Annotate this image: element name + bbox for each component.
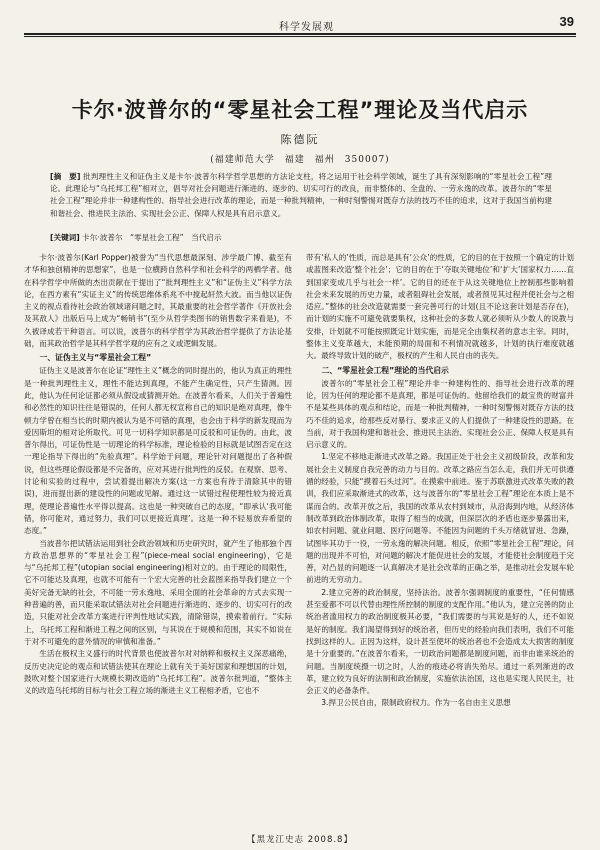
paragraph: 卡尔·波普尔(Karl Popper)被誉为“当代思想最深刻、涉学最广博、截至有才华和独创精神的思想家”，也是一位横跨自然科学和社会科学的两栖学者。他在科学哲学中所做的杰出贡献在于提出了“批判理性主义”和“证伪主义”科学方法论，在西方素有“实证主义”的传统思维体系兆不中搅起轩然大波。而当他以证伪主义的视点看待社会政治领域诸问题之时，其最重要的社会哲学著作《开放社会及其敌人》出版后马上成为“畅销书”(至少从哲学类图书的销售数字来看是)，不久被译成若干种语言。可以说，波普尔的科学哲学为其政治哲学提供了方法论基础，而其政治哲学是其科学哲学观的应有之义或逻辑发展。 (24, 253, 292, 349)
paragraph: 当波普尔把试错法运用到社会政治领域和历史研究时，就产生了他那独个西方政治思想界的“零星社会工程”(piece-meal social engineering)，它是与“乌托邦工程”(utopian social engineering)相对立的。由于理论的局限性，它不可能达及真理，也就不可能有一个宏大完善的社会蓝图来指导我们建立一个美好完备无缺的社会，不可能一劳永逸地、采用全面的社会革命的方式去实现一种普遍的善，而只能采取试错法对社会问题进行渐进的、逐步的、切实可行的改造，只能对社会改革方案进行评判性地试实践，清除错误，摸索着前行。“实际上，乌托邦工程和渐进工程之间的区别，与其说在于规模和范围，其实不如说在于对不可避免的意外情况的审慎和准备。” (24, 538, 292, 646)
section-title: 科学发展观 (279, 22, 334, 33)
article-title: 卡尔·波普尔的“零星社会工程”理论及当代启示 (71, 98, 529, 122)
paragraph: 波普尔的“零星社会工程”理论并非一种建构性的、指导社会进行改革的理论，因为任何的理论都不是真理，都是可证伪的。他留给我们的最宝贵的财富并不是某些具体的观点和结论，而是一种批判精神，一种时刻警惕对既存方法的技巧不佳的追求，给那些反对暴行、要求正义的人们提供了一种建设性的思路。在当前，对于我国构建和谐社会、推进民主法治、实现社会公正、保障人权是具有启示意义的。 (306, 378, 574, 450)
keywords (50, 232, 552, 243)
numbered-item: 2.建立完善的政治制度，坚持法治。波普尔强调制度的重要性，“任何情感甚至爱都不可以代替由理性所控制的制度的支配作用。”他认为，建立完善的防止统治者滥用权力的政治制度极其必要，“我们需要的与其说是好的人，还不如说是好的制度。我们渴望得到好的统治者，但历史的经验向我们表明，我们不可能找到这样的人。正因为这样，设计甚至使坏的统治者也不会造成太大损害的制度是十分重要的。”在波普尔看来，一切政治问题都是制度问题，而非由谁来统治的问题。当制度统摄一切之时，人治的痕迹必将消失殆尽。通过一系列渐进的改革，建立较为良好的法制和政治制度，实施依法治国，这也是实现人民民主，社会正义的必备条件。 (306, 587, 574, 696)
right-column (306, 252, 574, 710)
left-column (24, 252, 292, 697)
section-heading: 二、“零星社会工程”理论的当代启示 (321, 365, 449, 375)
journal-footer: 【黑龙江史志 2008.8】 (247, 835, 353, 845)
header-rule-thin (24, 36, 576, 37)
header-rule (24, 33, 576, 35)
author-affiliation: (福建师范大学 福建 福州 350007) (210, 155, 390, 165)
section-heading: 一、证伪主义与“零星社会工程” (39, 353, 152, 363)
paragraph: 证伪主义是波普尔在论证“理性主义”概念的同时提出的，他认为真正的理性是一种批判理性主义，理性不能达到真理，不能产生确定性，只产生猜测。因此，他认为任何论证都必须从假设或猜测开始。在波普尔看来，人们关于普遍性和必然性的知识往往是错误的，任何人都无权宣称自己的知识是绝对真理，像牛顿力学曾在相当长的时期内被认为是不可错的真理，也会由于科学的新发现而为爱因斯坦的相对论所取代。可见一切科学知识都是可反驳和可证伪的。由此，波普尔得出，可证伪性是一切理论的科学标准，理论检验的目标就是试图否定在这一理论指导下得出的“先验真理”。科学始于问题，理论针对问题提出了各种假说，但这些理论假设都是不完备的，应对其进行批判性的反驳。在观察、思考、讨论和实验的过程中，尝试着提出解决方案(这一方案也有待于清除其中的错误)，进而提出新的建设性的问题或见解。通过这一试错过程使理性较为接近真理，使理论普遍性水平得以提高。这也是一种突破自己的态度，“即承认‘我可能错，你可能对，通过努力，我们可以更接近真理’。这是一种不轻易放弃希望的态度。” (24, 366, 292, 536)
page-number: 39 (559, 14, 574, 29)
abstract-label: [摘 要] (50, 172, 81, 181)
keywords-label: [关键词] (50, 233, 80, 242)
abstract-text: 批判理性主义和证伪主义是卡尔·波普尔科学哲学思想的方法论支柱，将之运用于社会科学领域，诞生了具有深刻影响的“零星社会工程”理论。此理论与“乌托邦工程”相对立，倡导对社会问题进行渐进的、逐步的、切实可行的改良，而非整体的、全盘的、一劳永逸的改革。波普尔的“零星社会工程”理论并非一种建构性的、指导社会进行改革的理论，而是一种批判精神，一种时刻警惕对既存方法的技巧不佳的追求，这对于我国当前构建和谐社会、推进民主法治、实现社会公正、保障人权是具有启示意义。 (50, 172, 552, 218)
running-head (24, 8, 576, 34)
article-author: 陈德阮 (280, 133, 320, 146)
abstract (50, 171, 552, 220)
paragraph: 生活在极权主义盛行的时代背景也使波普尔对对纳粹和极权主义深恶痛绝，反历史决定论的观点和试错法使其在理论上就有关于美好国家和理想国的计划，鼓吹对整个国家进行大规模长期改造的“乌托邦工程”。波普尔批判道，“整体主义的改造乌托邦的目标与社会工程立场的渐进主义工程相矛盾，它也不 (24, 649, 292, 696)
numbered-item: 1.坚定不移地走渐进式改革之路。我国正处于社会主义初级阶段，改革和发展社会主义制度自我完善的动力与目的。改革之路应当怎么走，我们并无可供遵循的经验，只能“摸着石头过河”。在摸索中前进。鉴于苏联激进式改革失败的教训，我们应采取渐进式的改革，这与波普尔的“零星社会工程”理论在本质上是不谋而合的。改革开放之后，我国的改革从农村到城市，从沿海到内地，从经济体制改革到政治体制改革，取得了相当的成就，但深层次的矛盾也逐步暴露出来，如农村问题、就业问题、医疗问题等。不能因为问题的千头万绪就冒进、急躁，试图毕其功于一役，一劳永逸的解决问题。相反，依照“零星社会工程”理论，问题的出现并不可怕，对问题的解决才能促进社会的发展，才能使社会制度趋于完善，对凸显的问题逐一认真解决才是社会改革的正确之举，是推动社会发展车轮前进的无穷动力。 (306, 452, 574, 585)
numbered-item: 3.捍卫公民自由，限制政府权力。作为一名自由主义思想 (321, 698, 511, 708)
keywords-text: 卡尔·波普尔 “零星社会工程” 当代启示 (82, 233, 222, 242)
paragraph: 带有‘私人的’性质，而总是具有‘公众’的性质，它的目的在于按照一个确定的计划或蓝图来改造‘整个社会’；它的目的在于‘夺取关键地位’和‘扩大’国家权力……直到国家变成几乎与社会一样’。它的目的还在于从这关键地位上控制那些影响着社会未来发展的历史力量，或者阻碍社会发展，或者预见其过程并使社会与之相适应。”整体的社会改造就需要一套完善可行的计划(且不论这套计划是否存在)，而计划的实施不可避免就要集权，这种社会的多数人就必须听从少数人的说教与安排，计划就不可能按照既定计划实施，而是完全由集权者的意志主宰。同时，整体主义变革越大，未能预期的局面和不利情况就越多，计划的执行难度就越大。最终导致计划的破产，极权的产生和人民自由的丧失。 (306, 253, 574, 361)
